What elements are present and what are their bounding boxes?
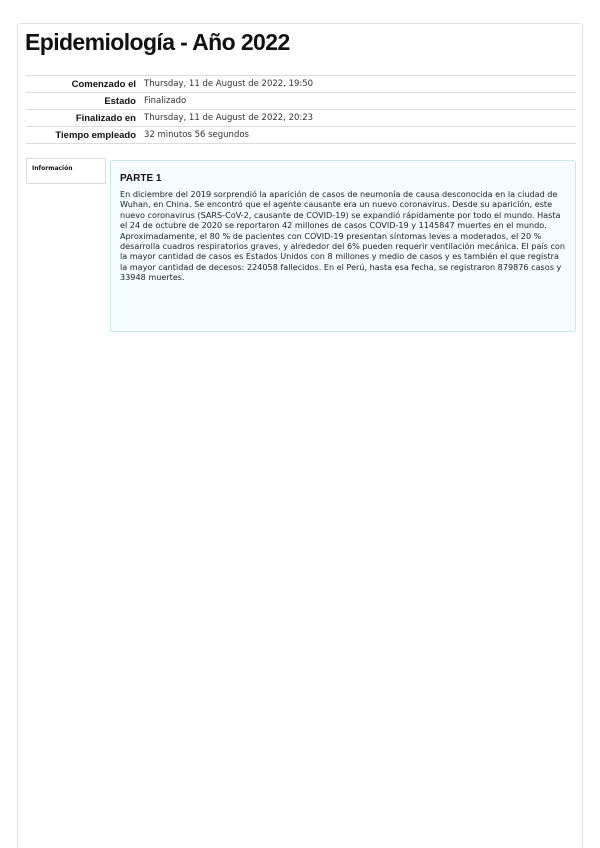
info-label: Información (32, 165, 73, 172)
attempt-summary-table (26, 75, 576, 144)
summary-value: 32 minutos 56 segundos (144, 130, 249, 140)
summary-value: Finalizado (144, 96, 187, 106)
summary-label: Finalizado en (75, 112, 136, 124)
summary-row-started (26, 76, 576, 93)
summary-value: Thursday, 11 de August de 2022, 19:50 (144, 79, 314, 89)
question-text: En diciembre del 2019 sorprendió la aparición de casos de neumonía de causa desconocida en la ciudad de Wuhan, en China. Se encontró que el agente causante era un nuevo coronavirus. Desde su aparición, este nuevo coronavirus (SARS-CoV-2, causante de COVID-19) se expandió rápidamente por todo el mundo. Hasta el 24 de octubre de 2020 se reportaron 42 millones de casos COVID-19 y 1145847 muertes en el mundo. Aproximadamente, el 80 % de pacientes con COVID-19 presentan síntomas leves a moderados, el 20 % desarrolla cuadros respiratorios graves, y alrededor del 6% pueden requerir ventilación mecánica. El país con la mayor cantidad de casos es Estados Unidos con 8 millones y medio de casos y es también el que registra la mayor cantidad de decesos: 224058 fallecidos. En el Perú, hasta esa fecha, se registraron 879876 casos y 33948 muertes. (120, 189, 565, 283)
page-container (17, 23, 583, 848)
summary-value: Thursday, 11 de August de 2022, 20:23 (144, 113, 314, 123)
summary-label: Comenzado el (71, 78, 136, 90)
info-item-label-box (26, 158, 106, 184)
summary-row-state (26, 93, 576, 110)
summary-label: Tiempo empleado (55, 129, 136, 141)
page-title: Epidemiología - Año 2022 (25, 29, 290, 55)
summary-row-time-taken (26, 127, 576, 144)
question-content (110, 160, 576, 332)
part-title: PARTE 1 (120, 173, 162, 184)
summary-row-finished (26, 110, 576, 127)
summary-label: Estado (104, 95, 136, 107)
